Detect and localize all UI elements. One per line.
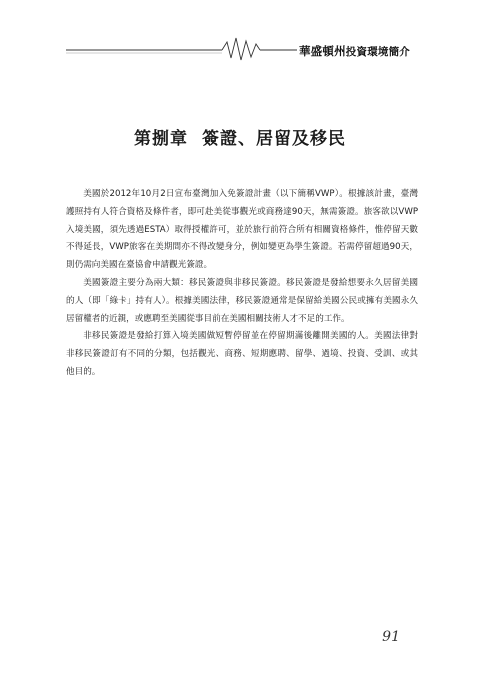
header-title <box>297 43 412 59</box>
chapter-title: 簽證、居留及移民 <box>202 129 346 149</box>
header-title-main: 華盛頓州 <box>298 44 346 58</box>
page-number: 91 <box>382 629 400 645</box>
chapter-number: 第捌章 <box>134 129 188 149</box>
header-title-sub: 投資環境簡介 <box>345 46 410 58</box>
chapter-heading <box>0 124 480 149</box>
paragraph-visa-waiver: 美國於2012年10月2日宣布臺灣加入免簽證計畫（以下簡稱VWP）。根據該計畫，臺灣護照持有人符合資格及條件者，即可赴美從事觀光或商務達90天，無需簽證。旅客欲以VWP入境美國，須先透過ESTA）取得授權許可，並於旅行前符合所有相關資格條件，惟停留天數不得延長，VWP旅客在美期間亦不得改變身分，例如變更為學生簽證。若需停留超過90天，則仍需向美國在臺協會申請觀光簽證。 <box>66 189 418 271</box>
chapter-body <box>66 186 418 382</box>
paragraph-nonimmigrant: 非移民簽證是發給打算入境美國做短暫停留並在停留期滿後離開美國的人。美國法律對非移民簽證訂有不同的分類，包括觀光、商務、短期應聘、留學、過境、投資、受訓、或其他目的。 <box>66 331 418 377</box>
paragraph-visa-types: 美國簽證主要分為兩大類：移民簽證與非移民簽證。移民簽證是發給想要永久居留美國的人（即「綠卡」持有人）。根據美國法律，移民簽證通常是保留給美國公民或擁有美國永久居留權者的近親，或應聘至美國從事目前在美國相關技術人才不足的工作。 <box>66 277 418 324</box>
running-header <box>0 30 480 70</box>
